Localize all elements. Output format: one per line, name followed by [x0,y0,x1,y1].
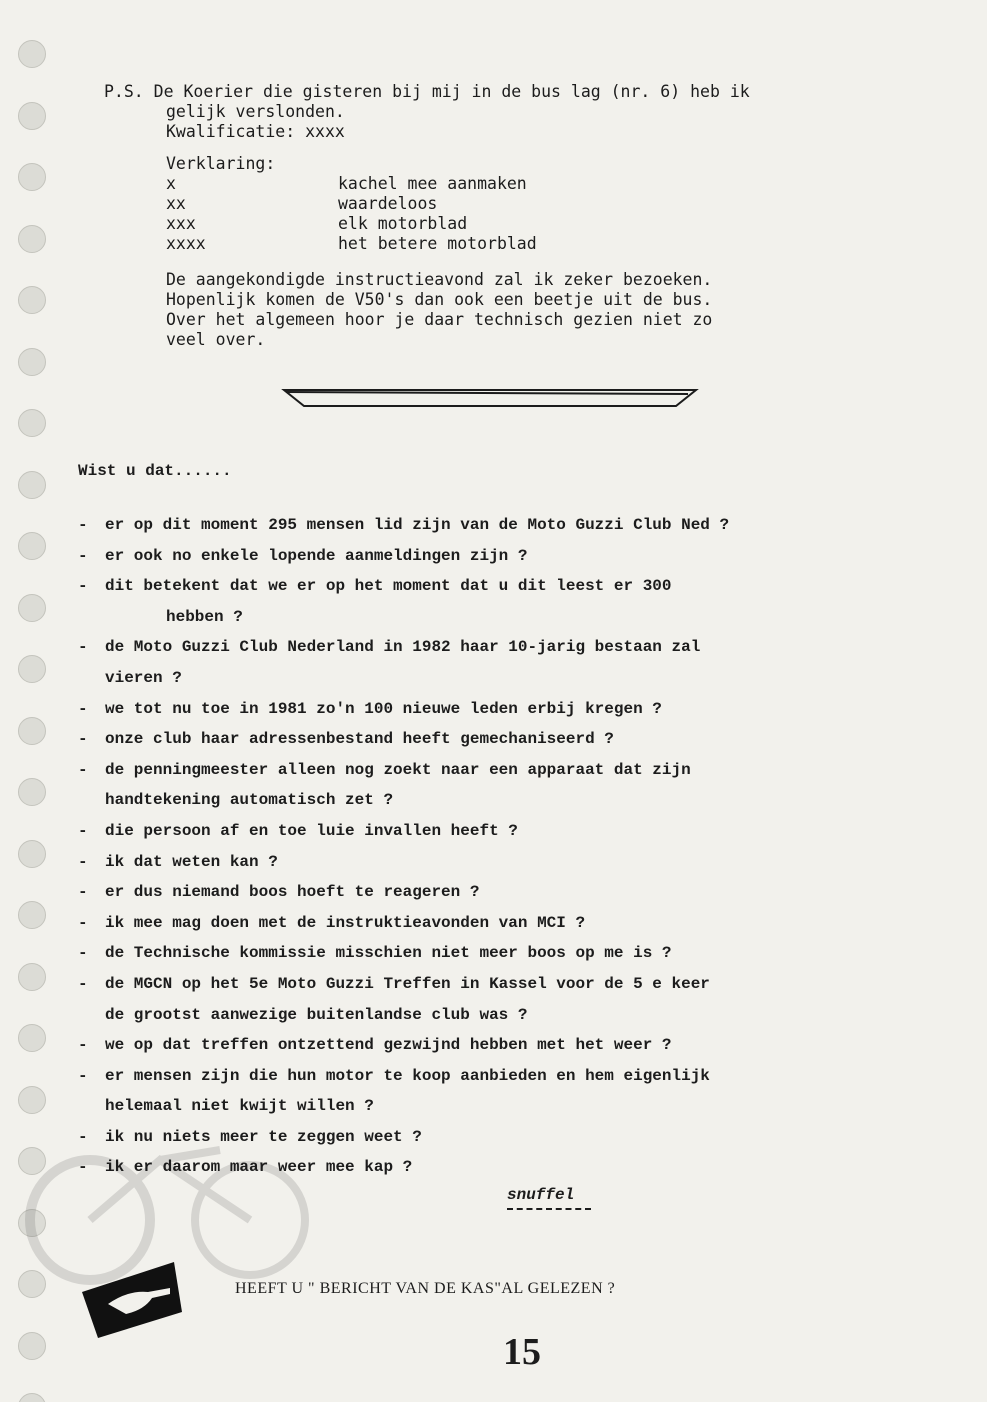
punch-hole [18,1024,46,1052]
declaration-row [166,174,904,194]
ps-paragraph-line: De aangekondigde instructieavond zal ik zeker bezoeken. [166,270,713,289]
footer-question: HEEFT U " BERICHT VAN DE KAS"AL GELEZEN ? [235,1280,616,1297]
list-item: - er dus niemand boos hoeft te reageren ? [78,883,480,902]
punch-hole [18,163,46,191]
punch-hole [18,225,46,253]
declaration-code: xxx [166,214,196,233]
list-item: - onze club haar adressenbestand heeft gemechaniseerd ? [78,730,614,749]
declaration-row [166,214,904,234]
ps-line: P.S. De Koerier die gisteren bij mij in de bus lag (nr. 6) heb ik [104,82,750,101]
declaration-code: xxxx [166,234,206,253]
declaration-row [166,234,904,254]
punch-hole [18,594,46,622]
list-item: - die persoon af en toe luie invallen heeft ? [78,821,518,840]
declaration-text: elk motorblad [338,214,468,233]
punch-hole [18,102,46,130]
punch-hole [18,1332,46,1360]
declaration-text: waardeloos [338,194,438,213]
punch-hole [18,655,46,683]
punch-hole [18,901,46,929]
list-item: - de penningmeester alleen nog zoekt naar een apparaat dat zijn handtekening automatisch zet ? [78,760,691,810]
declaration-row [166,194,904,214]
declaration-text: kachel mee aanmaken [338,174,527,193]
list-item: - dit betekent dat we er op het moment dat u dit leest er 300 hebben ? [78,577,672,626]
ps-paragraph-line: Hopenlijk komen de V50's dan ook een beetje uit de bus. [166,290,713,309]
section-heading: Wist u dat...... [78,462,232,480]
punch-hole [18,717,46,745]
punch-hole [18,348,46,376]
list-item: - er mensen zijn die hun motor te koop aanbieden en hem eigenlijk helemaal niet kwijt willen ? [78,1066,710,1116]
punch-hole [18,840,46,868]
list-item: - de Technische kommissie misschien niet meer boos op me is ? [78,944,672,963]
punch-hole [18,40,46,68]
pointing-hand-icon [78,1252,188,1342]
trivia-list [78,510,918,1183]
punch-hole [18,1393,46,1402]
list-item: - we op dat treffen ontzettend gezwijnd hebben met het weer ? [78,1036,672,1055]
list-item: - er ook no enkele lopende aanmeldingen zijn ? [78,546,528,565]
ps-line: gelijk verslonden. [166,102,345,121]
list-item: - de Moto Guzzi Club Nederland in 1982 haar 10-jarig bestaan zal vieren ? [78,638,701,687]
declaration-text: het betere motorblad [338,234,537,253]
signature-underline [507,1208,591,1210]
list-item: - de MGCN op het 5e Moto Guzzi Treffen in Kassel voor de 5 e keer de grootst aanwezige buitenlandse club was ? [78,974,710,1024]
page-number: 15 [503,1331,541,1373]
punch-hole [18,778,46,806]
list-item: - ik nu niets meer te zeggen weet ? [78,1127,422,1146]
list-item: - ik mee mag doen met de instruktieavonden van MCI ? [78,913,586,932]
ps-paragraph-line: veel over. [166,330,266,349]
list-item: - ik er daarom maar weer mee kap ? [78,1158,413,1177]
list-item: - we tot nu toe in 1981 zo'n 100 nieuwe leden erbij kregen ? [78,699,662,718]
postscript-block [104,82,904,350]
punch-hole [18,286,46,314]
punch-hole [18,409,46,437]
declaration-code: x [166,174,176,193]
list-item: - er op dit moment 295 mensen lid zijn van de Moto Guzzi Club Ned ? [78,516,730,534]
punch-hole [18,963,46,991]
signature: snuffel [507,1186,575,1204]
section-divider [280,386,700,410]
declaration-title: Verklaring: [166,154,276,173]
declaration-code: xx [166,194,186,213]
ps-paragraph-line: Over het algemeen hoor je daar technisch gezien niet zo [166,310,713,329]
punch-hole [18,471,46,499]
list-item: - ik dat weten kan ? [78,852,278,871]
qualification-line: Kwalificatie: xxxx [166,122,345,141]
punch-hole [18,532,46,560]
